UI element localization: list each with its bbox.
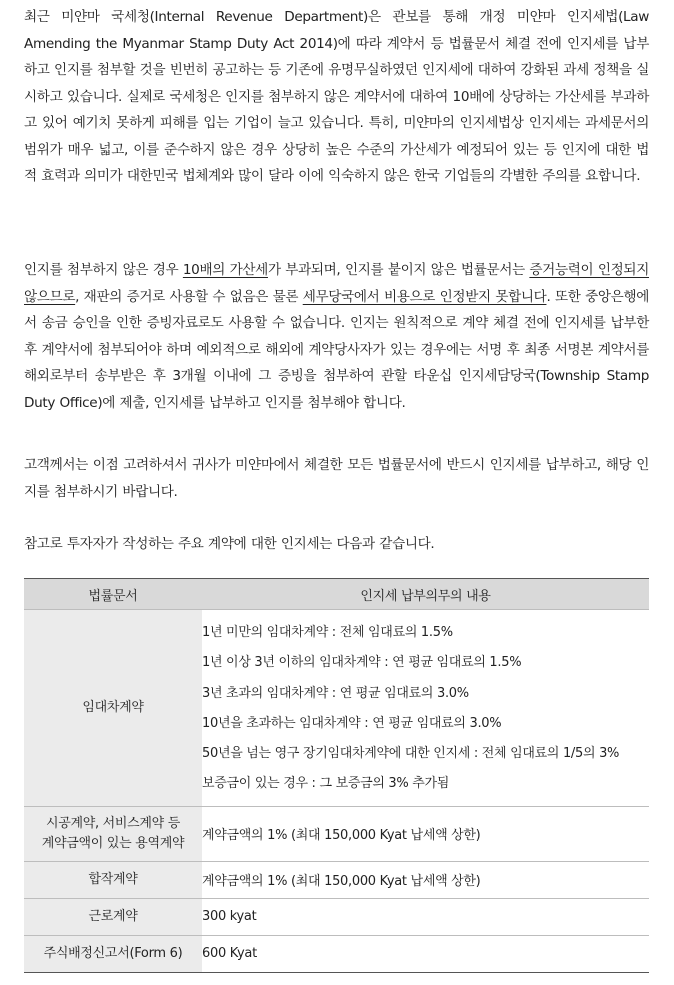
underlined-penalty: 10배의 가산세 xyxy=(182,262,268,278)
table-header-row xyxy=(24,579,649,610)
text-segment: 가 부과되며, 인지를 붙이지 않은 법률문서는 xyxy=(267,262,530,278)
table-row-joint-venture xyxy=(24,861,649,898)
text-segment: , 재판의 증거로 사용할 수 없음은 물론 xyxy=(75,288,303,305)
underlined-expense: 세무당국에서 비용으로 인정받지 못합니다 xyxy=(302,288,547,305)
label-line: 계약금액이 있는 용역계약 xyxy=(41,835,185,851)
paragraph-penalty-details xyxy=(24,257,649,416)
underlined-evidence: 증거능력이 인정되지 않으므로 xyxy=(24,262,649,305)
text-segment: 인지를 첨부하지 않은 경우 xyxy=(24,262,183,278)
table-row-employment xyxy=(24,898,649,935)
row-content-form6: 600 Kyat xyxy=(202,946,257,962)
lease-line: 10년을 초과하는 임대차계약 : 연 평균 임대료의 3.0% xyxy=(202,715,502,731)
lease-line: 1년 이상 3년 이하의 임대차계약 : 연 평균 임대료의 1.5% xyxy=(202,655,522,671)
row-label-employment: 근로계약 xyxy=(24,898,202,935)
paragraph-stamp-duty-policy: 최근 미얀마 국세청(Internal Revenue Department)은 관보를 통해 개정 미얀마 인지세법(Law Amending the Myanmar Stamp Duty Act 2014)에 따라 계약서 등 법률문서 체결 전에 인지세를 납부하고 인지를 첨부할 것을 빈번히 공고하는 등 기존에 유명무실하였던 인지세에 대하여 강화된 과세 정책을 실시하고 있습니다. 실제로 국세청은 인지를 첨부하지 않은 계약서에 대하여 10배에 상당하는 가산세를 부과하고 있어 예기치 못하게 피해를 입는 기업이 늘고 있습니다. 특히, 미얀마의 인지세법상 인지세는 과세문서의 범위가 매우 넓고, 이를 준수하지 않은 경우 상당히 높은 수준의 가산세가 예정되어 있는 등 인지에 대한 법적 효력과 의미가 대한민국 법체계와 많이 달라 이에 익숙하지 않은 한국 기업들의 각별한 주의를 요합니다. xyxy=(24,9,649,184)
row-content-lease xyxy=(202,610,649,807)
table-row-service xyxy=(24,806,649,861)
row-label-form6: 주식배정신고서(Form 6) xyxy=(24,935,202,972)
paragraph-table-intro: 참고로 투자자가 작성하는 주요 계약에 대한 인지세는 다음과 같습니다. xyxy=(24,536,435,552)
row-content-service: 계약금액의 1% (최대 150,000 Kyat 납세액 상한) xyxy=(202,806,649,861)
stamp-duty-table xyxy=(24,578,649,973)
table-row-form6 xyxy=(24,935,649,972)
label-line: 시공계약, 서비스계약 등 xyxy=(45,815,181,831)
row-label-joint-venture: 합작계약 xyxy=(24,861,202,898)
row-content-joint-venture: 계약금액의 1% (최대 150,000 Kyat 납세액 상한) xyxy=(202,861,649,898)
header-legal-document: 법률문서 xyxy=(24,579,202,610)
table-row-lease xyxy=(24,610,649,807)
lease-line: 50년을 넘는 영구 장기임대차계약에 대한 인지세 : 전체 임대료의 1/5의 3% xyxy=(202,746,620,762)
row-label-lease: 임대차계약 xyxy=(24,610,202,807)
text-segment: . 또한 중앙은행에서 송금 승인을 인한 증빙자료로도 사용할 수 없습니다. 인지는 원칙적으로 계약 체결 전에 인지세를 납부한 후 계약서에 첨부되어야 하며 예외적으로 해외에 계약당사자가 있는 경우에는 서명 후 최종 서명본 계약서를 해외로부터 송부받은 후 3개월 이내에 그 증빙을 첨부하여 관할 타운십 인지세담당국(Township Stamp Duty Office)에 제출, 인지세를 납부하고 인지를 첨부해야 합니다. xyxy=(24,288,650,411)
header-duty-content: 인지세 납부의무의 내용 xyxy=(202,579,649,610)
paragraph-advice: 고객께서는 이점 고려하셔서 귀사가 미얀마에서 체결한 모든 법률문서에 반드시 인지세를 납부하고, 해당 인지를 첨부하시기 바랍니다. xyxy=(24,457,649,500)
row-content-employment: 300 kyat xyxy=(202,898,649,935)
row-label-service xyxy=(24,806,202,861)
lease-line: 1년 미만의 임대차계약 : 전체 임대료의 1.5% xyxy=(202,625,453,640)
lease-line: 3년 초과의 임대차계약 : 연 평균 임대료의 3.0% xyxy=(202,685,469,701)
lease-line: 보증금이 있는 경우 : 그 보증금의 3% 추가됨 xyxy=(202,776,450,792)
